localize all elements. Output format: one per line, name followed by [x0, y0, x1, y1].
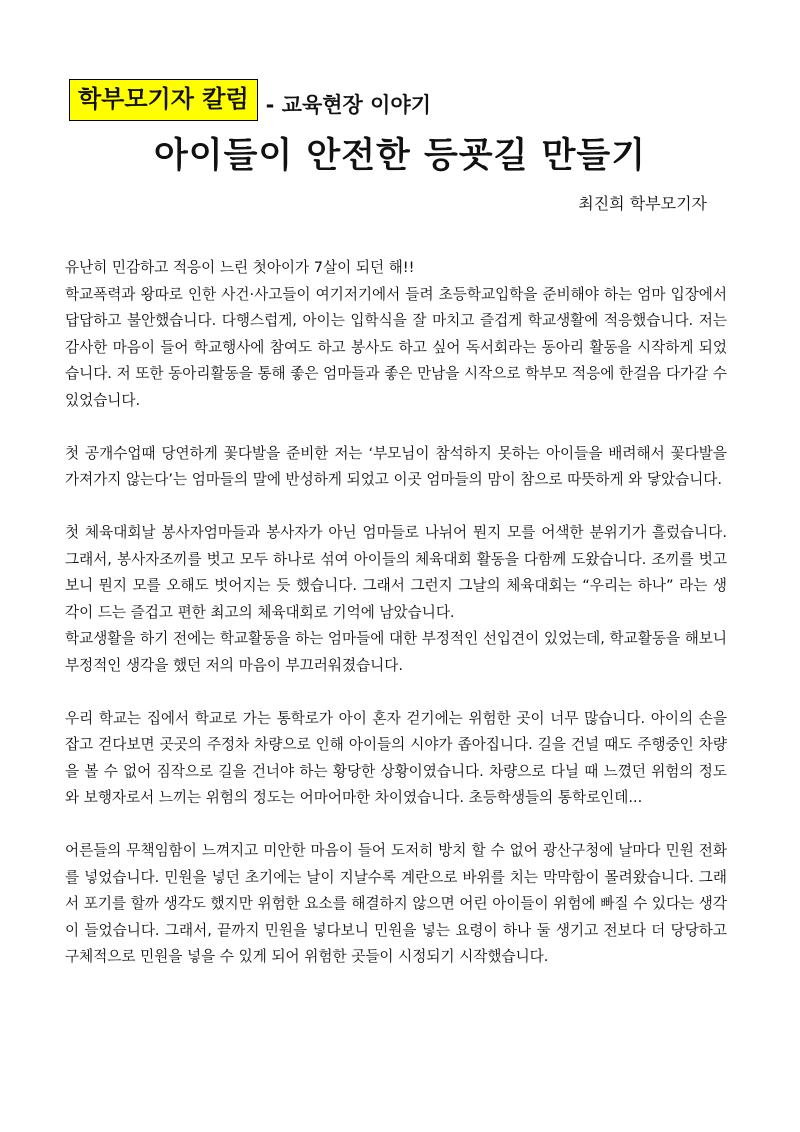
paragraph-sports-day: 첫 체육대회날 봉사자엄마들과 봉사자가 아닌 엄마들로 나뉘어 뭔지 모를 어색한 분위기가 흘렀습니다. 그래서, 봉사자조끼를 벗고 모두 하나로 섞여 아이들의 체육대회 활동을 다함께 도왔습니다. 조끼를 벗고 보니 뭔지 모를 오해도 벗어지는 듯 했습니다. 그래서 그런지 그날의 체육대회는 “우리는 하나” 라는 생각이 드는 즐겁고 편한 최고의 체육대회로 기억에 남았습니다. [65, 524, 727, 621]
paragraph-open-class: 첫 공개수업때 당연하게 꽃다발을 준비한 저는 ‘부모님이 참석하지 못하는 아이들을 배려해서 꽃다발을 가져가지 않는다’는 엄마들의 말에 반성하게 되었고 이곳 엄마들의 맘이 참으로 따뜻하게 와 닿았습니다. [65, 444, 727, 488]
article-body [65, 255, 727, 971]
paragraph-gap [65, 812, 727, 839]
paragraph-school-route: 우리 학교는 집에서 학교로 가는 통학로가 아이 혼자 걷기에는 위험한 곳이 너무 많습니다. 아이의 손을 잡고 걷다보면 곳곳의 주정차 차량으로 인해 아이들의 시야가 좁아집니다. 길을 건널 때도 주행중인 차량을 볼 수 없어 짐작으로 길을 건너야 하는 황당한 상황이였습니다. 차량으로 다닐 때 느꼈던 위험의 정도와 보행자로서 느끼는 위험의 정도는 어마어마한 차이였습니다. 초등학생들의 통학로인데... [65, 709, 727, 806]
paragraph-intro: 유난히 민감하고 적응이 느린 첫아이가 7살이 되던 해!! [65, 259, 415, 276]
paragraph-gap [65, 679, 727, 706]
column-badge: 학부모기자 칼럼 [69, 79, 258, 121]
paragraph-prejudice: 학교생활을 하기 전에는 학교활동을 하는 엄마들에 대한 부정적인 선입견이 있었는데, 학교활동을 해보니 부정적인 생각을 했던 저의 마음이 부끄러워졌습니다. [65, 630, 727, 674]
column-subtitle: - 교육현장 이야기 [265, 93, 431, 117]
paragraph-complaints: 어른들의 무책임함이 느껴지고 미안한 마음이 들어 도저히 방치 할 수 없어 광산구청에 날마다 민원 전화를 넣었습니다. 민원을 넣던 초기에는 날이 지날수록 계란으로 바위를 치는 막막함이 몰려왔습니다. 그래서 포기를 할까 생각도 했지만 위험한 요소를 해결하지 않으면 어린 아이들이 위험에 빠질 수 있다는 생각이 들었습니다. 그래서, 끝까지 민원을 넣다보니 민원을 넣는 요령이 하나 둘 생기고 전보다 더 당당하고 구체적으로 민원을 넣을 수 있게 되어 위험한 곳들이 시정되기 시작했습니다. [65, 842, 727, 965]
column-header [69, 77, 431, 121]
paragraph-school-adjustment: 학교폭력과 왕따로 인한 사건·사고들이 여기저기에서 들려 초등학교입학을 준비해야 하는 엄마 입장에서 답답하고 불안했습니다. 다행스럽게, 아이는 입학식을 잘 마치고 즐겁게 학교생활에 적응했습니다. 저는 감사한 마음이 들어 학교행사에 참여도 하고 봉사도 하고 싶어 독서회라는 동아리 활동을 시작하게 되었습니다. 저 또한 동아리활동을 통해 좋은 엄마들과 좋은 만남을 시작으로 학부모 적응에 한걸음 다가갈 수 있었습니다. [65, 285, 727, 409]
byline: 최진희 학부모기자 [578, 194, 707, 213]
page-title: 아이들이 안전한 등굣길 만들기 [153, 136, 647, 176]
paragraph-gap [65, 494, 727, 521]
paragraph-gap [65, 414, 727, 441]
